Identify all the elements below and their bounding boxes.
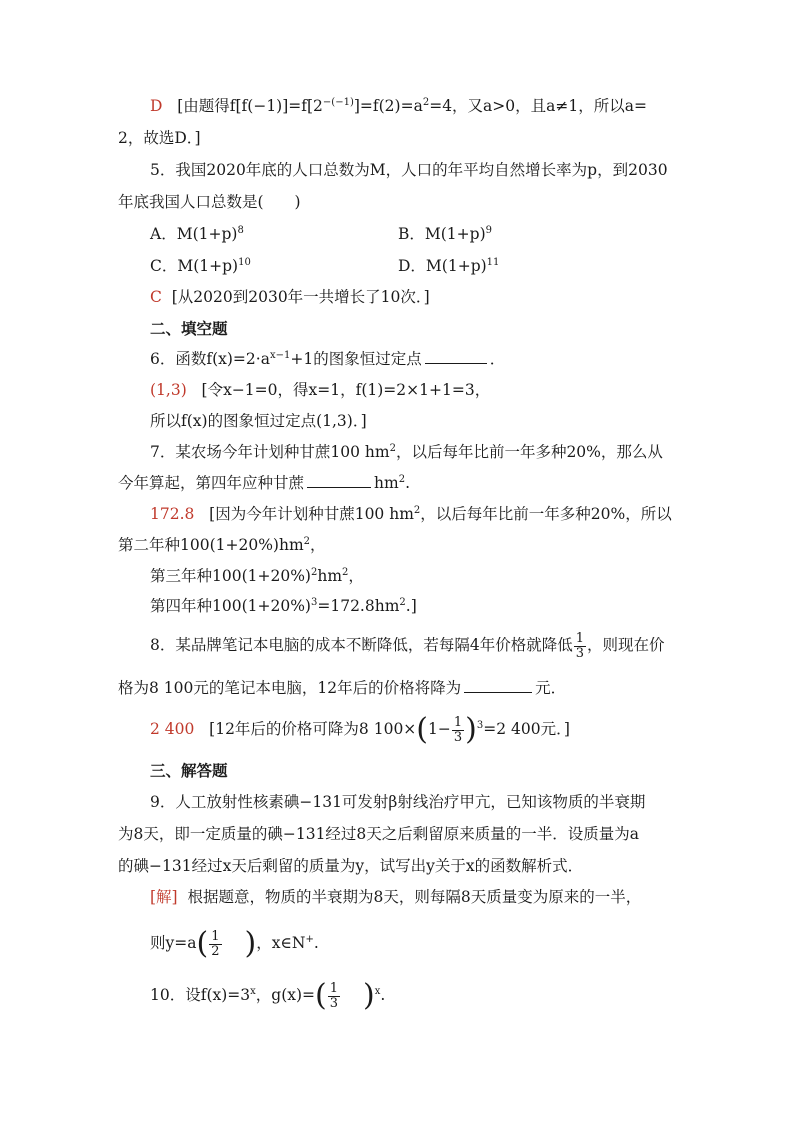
q9-solution-line2: 则y=a( $\frac{1}{2}$ )，x∈N+. bbox=[150, 926, 319, 962]
q9-stem-line3: 的碘−131经过x天后剩留的质量为y，试写出y关于x的函数解析式． bbox=[118, 857, 584, 875]
q10-stem: 10．设$f(x)=3^x$，g(x)=( $\frac{1}{3}$ )$^x$. bbox=[150, 978, 386, 1014]
solution-tag: [解] bbox=[150, 888, 178, 906]
q7-stem-line2: 今年算起，第四年应种甘蔗 $hm^2$. bbox=[118, 474, 411, 492]
answer-blank bbox=[307, 486, 371, 488]
q4-sq: 2 bbox=[422, 97, 430, 108]
q6-answer-line1: (1,3) [令x−1=0，得x=1，f(1)=2×1+1=3， bbox=[150, 381, 491, 399]
q6-stem: 6．函数$f(x)=2\cdot a^{x-1}+1$的图象恒过定点 ． bbox=[150, 350, 506, 368]
q8-stem-line2: 格为8 100元的笔记本电脑，12年后的价格将降为 元． bbox=[118, 679, 567, 697]
q7-answer: 172.8 bbox=[150, 505, 195, 523]
q4-expl-part1: [由题得f[f(−1)]=f[2 bbox=[177, 97, 323, 115]
q6-answer-line2: 所以f(x)的图象恒过定点(1,3)．] bbox=[150, 412, 367, 430]
q8-stem-line1: 8．某品牌笔记本电脑的成本不断降低，若每隔4年价格就降低 $\frac{1}{3}$ ，则现在价 bbox=[150, 631, 665, 661]
q5-option-d: D．$M(1+p)^{11}$ bbox=[398, 257, 500, 275]
answer-letter: C bbox=[150, 288, 162, 306]
q7-answer-line1: 172.8 [因为今年计划种甘蔗100 $hm^2$，以后每年比前一年多种20%，所以 bbox=[150, 505, 672, 523]
q4-expl-part3: =4，又a>0，且a≠1，所以a= bbox=[429, 97, 647, 115]
answer-blank bbox=[425, 362, 487, 364]
q9-stem-line1: 9．人工放射性核素碘−131可发射β射线治疗甲亢，已知该物质的半衰期 bbox=[150, 793, 646, 811]
q8-answer-value: 2 400 bbox=[150, 720, 195, 739]
q4-expl-part2: ]=f(2)=a bbox=[353, 97, 423, 115]
q4-answer-line2: 2，故选D．] bbox=[118, 129, 201, 147]
q9-solution-line1: [解] 根据题意，物质的半衰期为8天，则每隔8天质量变为原来的一半， bbox=[150, 888, 642, 906]
q5-option-a: A．$M(1+p)^8$ bbox=[150, 225, 244, 243]
q4-answer-line1 bbox=[150, 98, 647, 115]
q7-stem-line1: 7．某农场今年计划种甘蔗100 $hm^2$，以后每年比前一年多种20%，那么从 bbox=[150, 443, 663, 461]
q7-answer-line2: 第二年种$100(1+20\%)hm^2$， bbox=[118, 536, 326, 554]
q7-answer-line3: 第三年种$100(1+20\%)^2hm^2$， bbox=[150, 567, 364, 585]
q7-answer-line4: 第四年种$100(1+20\%)^3=172.8hm^2$.] bbox=[150, 597, 417, 615]
q5-stem-line1: 5．我国2020年底的人口总数为M，人口的年平均自然增长率为p，到2030 bbox=[150, 161, 668, 179]
q8-answer: 2 400 [12年后的价格可降为8 100×(1− $\frac{1}{3}$ )$^3$=2 400元．] bbox=[150, 712, 570, 748]
q5-answer bbox=[150, 289, 430, 306]
section-heading-fill-in: 二、填空题 bbox=[150, 319, 228, 338]
q5-stem-line2: 年底我国人口总数是( ) bbox=[118, 193, 301, 211]
fraction-one-third: $\frac{1}{3}$ bbox=[575, 631, 585, 661]
q9-stem-line2: 为8天，即一定质量的碘−131经过8天之后剩留原来质量的一半．设质量为a bbox=[118, 825, 640, 843]
q6-answer: (1,3) bbox=[150, 381, 187, 399]
q4-exp: −(−1) bbox=[322, 97, 354, 108]
answer-blank bbox=[464, 691, 532, 693]
answer-letter: D bbox=[150, 97, 163, 115]
q5-explanation: [从2020到2030年一共增长了10次．] bbox=[171, 288, 430, 306]
section-heading-solutions: 三、解答题 bbox=[150, 761, 228, 780]
q5-option-c: C．$M(1+p)^{10}$ bbox=[150, 257, 251, 275]
q5-option-b: B．$M(1+p)^9$ bbox=[398, 225, 493, 243]
